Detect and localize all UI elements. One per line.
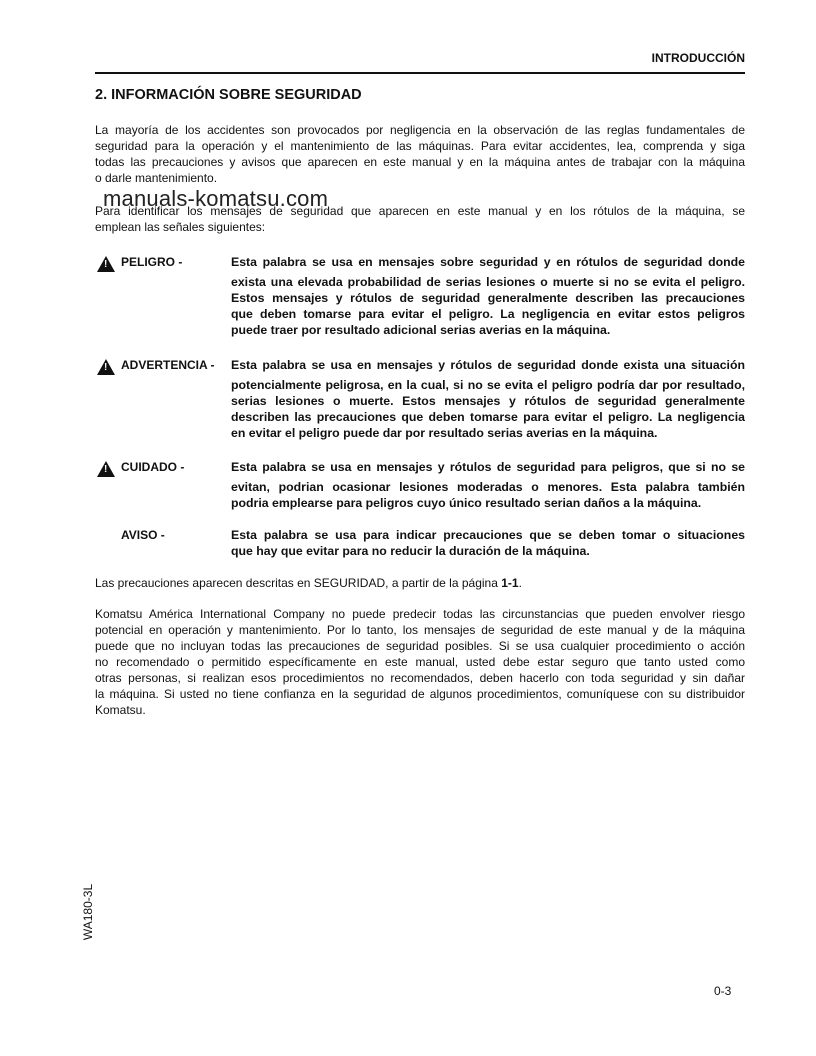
text-line: o darle mantenimiento. [95, 171, 218, 185]
text-line: Komatsu América International Company no puede predecir todas las circunstancias que pueden envolver riesgo [95, 607, 745, 621]
signal-label-peligro: PELIGRO - [121, 255, 183, 269]
disclaimer-paragraph [95, 606, 745, 718]
warning-triangle-icon [97, 461, 115, 477]
text-line: otras personas, si realizan esos procedimientos no recomendados, deben hacerlo con toda seguridad y sin dañar [95, 671, 745, 685]
text-line: Esta palabra se usa para indicar precauciones que se deben tomar o situaciones [231, 528, 745, 542]
header-divider [95, 72, 745, 74]
text-line: no recomendado o permitido específicamente en este manual, usted debe estar seguro que tanto usted como [95, 655, 745, 669]
intro-paragraph [95, 122, 745, 186]
text-line: Para identificar los mensajes de seguridad que aparecen en este manual y en los rótulos de la máquina, se [95, 204, 745, 218]
signal-label-advertencia: ADVERTENCIA - [121, 358, 215, 372]
text-line: evitan, podrian ocasionar lesiones moderadas o menores. Esta palabra también [231, 480, 745, 494]
text-line: puede que no incluyan todas las precauciones de seguridad posibles. Si se usa cualquier procedimiento o acción [95, 639, 745, 653]
reference-text: Las precauciones aparecen descritas en SEGURIDAD, a partir de la página [95, 576, 502, 590]
signal-text-aviso [231, 527, 745, 559]
warning-triangle-icon [97, 359, 115, 375]
text-line: que hay que evitar para no reducir la duración de la máquina. [231, 544, 590, 558]
text-line: potencial en operación y mantenimiento. Por lo tanto, los mensajes de seguridad de este manual y de la máquina [95, 623, 745, 637]
watermark: manuals-komatsu.com [103, 186, 329, 211]
signal-label-cuidado: CUIDADO - [121, 460, 185, 474]
model-code: WA180-3L [81, 883, 96, 941]
text-line: Komatsu. [95, 703, 146, 717]
signal-label-aviso: AVISO - [121, 528, 165, 542]
text-line: emplean las señales siguientes: [95, 220, 266, 234]
text-line: serias lesiones o muerte. Estos mensajes y rótulos de seguridad generalmente [231, 394, 745, 408]
reference-page-link: 1-1 [501, 576, 519, 590]
signal-text-advertencia [231, 357, 745, 441]
text-line: potencialmente peligrosa, en la cual, si no se evita el peligro podría dar por resultado, [231, 378, 745, 392]
text-line: todas las precauciones y avisos que aparecen en este manual y en la máquina antes de trabajar con la máquina [95, 155, 745, 169]
text-line: la máquina. Si usted no tiene confianza en la seguridad de algunos procedimientos, comuníquese con su distribuidor [95, 687, 745, 701]
section-header: INTRODUCCIÓN [651, 51, 745, 65]
text-line: Esta palabra se usa en mensajes y rótulos de seguridad para peligros, que si no se [231, 460, 745, 474]
text-line: Estos mensajes y rótulos de seguridad generalmente describen las precauciones [231, 291, 745, 305]
page-title: 2. INFORMACIÓN SOBRE SEGURIDAD [95, 87, 362, 103]
reference-paragraph [95, 576, 745, 590]
text-line: puede traer por resultado adicional serias averias en la máquina. [231, 323, 611, 337]
text-line: que deben tomarse para evitar el peligro. La negligencia en evitar estos peligros [231, 307, 745, 321]
warning-triangle-icon [97, 256, 115, 272]
text-line: Esta palabra se usa en mensajes sobre seguridad y en rótulos de seguridad donde [231, 255, 745, 269]
signal-text-peligro [231, 254, 745, 338]
text-line: La mayoría de los accidentes son provocados por negligencia en la observación de las reglas fundamentales de [95, 123, 745, 137]
page-number: 0-3 [714, 984, 732, 998]
text-line: Esta palabra se usa en mensajes y rótulos de seguridad donde exista una situación [231, 358, 745, 372]
text-line: en evitar el peligro puede dar por resultado serias averias en la máquina. [231, 426, 658, 440]
text-line: seguridad para la operación y el mantenimiento de las máquinas. Para evitar accidentes, lea, comprenda y siga [95, 139, 745, 153]
text-line: describen las precauciones que deben tomarse para evitar el peligro. La negligencia [231, 410, 745, 424]
signal-text-cuidado [231, 459, 745, 511]
reference-end: . [518, 576, 522, 590]
text-line: exista una elevada probabilidad de serias lesiones o muerte si no se evita el peligro. [231, 275, 745, 289]
text-line: podria emplearse para peligros cuyo único resultado serian daños a la máquina. [231, 496, 702, 510]
